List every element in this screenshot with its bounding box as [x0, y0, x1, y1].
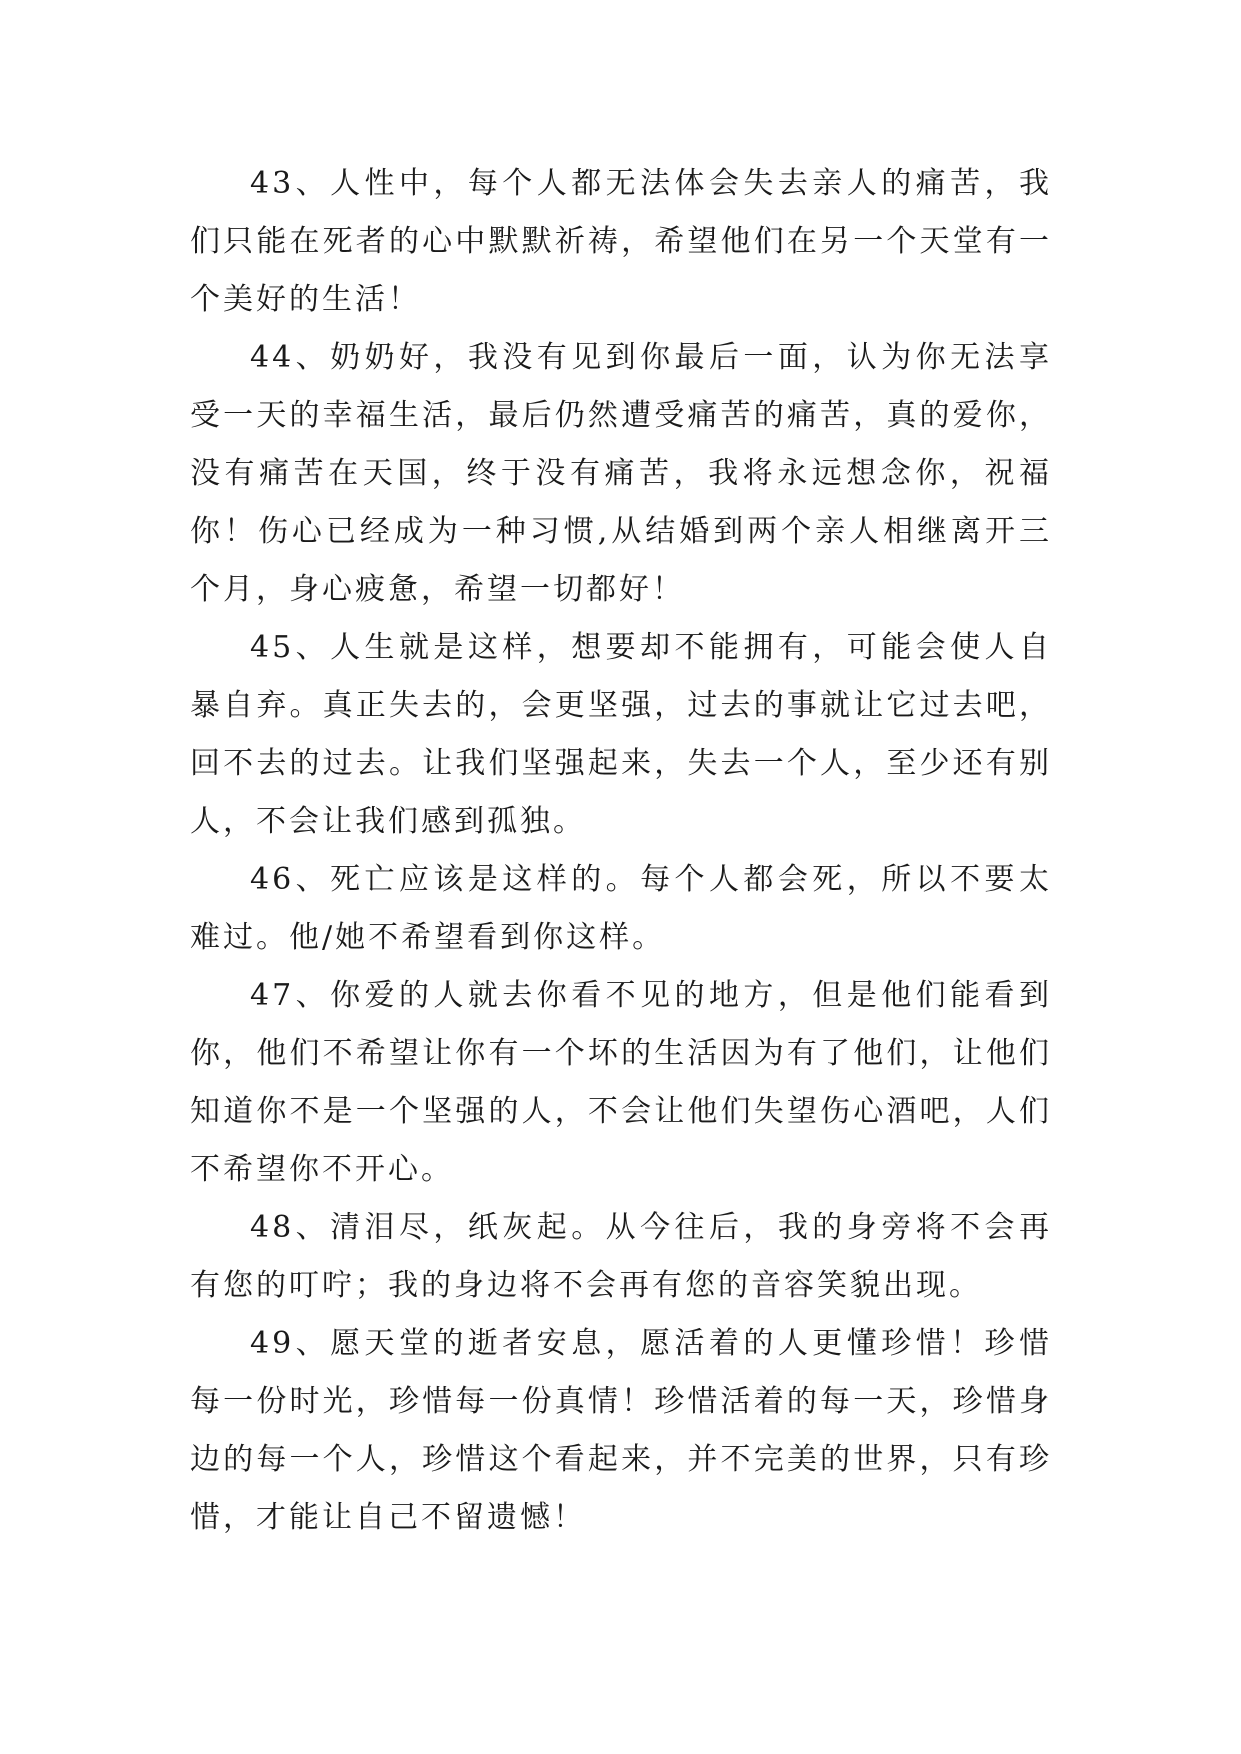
- paragraph-45: 45、人生就是这样，想要却不能拥有，可能会使人自暴自弃。真正失去的，会更坚强，过去的事就让它过去吧，回不去的过去。让我们坚强起来，失去一个人，至少还有别人，不会让我们感到孤独。: [190, 630, 1052, 839]
- paragraph-49: 49、愿天堂的逝者安息，愿活着的人更懂珍惜！珍惜每一份时光，珍惜每一份真情！珍惜活着的每一天，珍惜身边的每一个人，珍惜这个看起来，并不完美的世界，只有珍惜，才能让自己不留遗憾！: [190, 1326, 1052, 1535]
- paragraph-47: 47、你爱的人就去你看不见的地方，但是他们能看到你，他们不希望让你有一个坏的生活因为有了他们，让他们知道你不是一个坚强的人，不会让他们失望伤心酒吧，人们不希望你不开心。: [190, 978, 1052, 1187]
- paragraph-48: 48、清泪尽，纸灰起。从今往后，我的身旁将不会再有您的叮咛；我的身边将不会再有您的音容笑貌出现。: [190, 1210, 1052, 1303]
- paragraph-43: 43、人性中，每个人都无法体会失去亲人的痛苦，我们只能在死者的心中默默祈祷，希望他们在另一个天堂有一个美好的生活！: [190, 166, 1052, 317]
- paragraph-46: 46、死亡应该是这样的。每个人都会死，所以不要太难过。他/她不希望看到你这样。: [190, 862, 1052, 955]
- document-body: [190, 155, 1052, 1547]
- paragraph-44: 44、奶奶好，我没有见到你最后一面，认为你无法享受一天的幸福生活，最后仍然遭受痛苦的痛苦，真的爱你，没有痛苦在天国，终于没有痛苦，我将永远想念你，祝福你！伤心已经成为一种习惯,从结婚到两个亲人相继离开三个月，身心疲惫，希望一切都好！: [190, 340, 1052, 607]
